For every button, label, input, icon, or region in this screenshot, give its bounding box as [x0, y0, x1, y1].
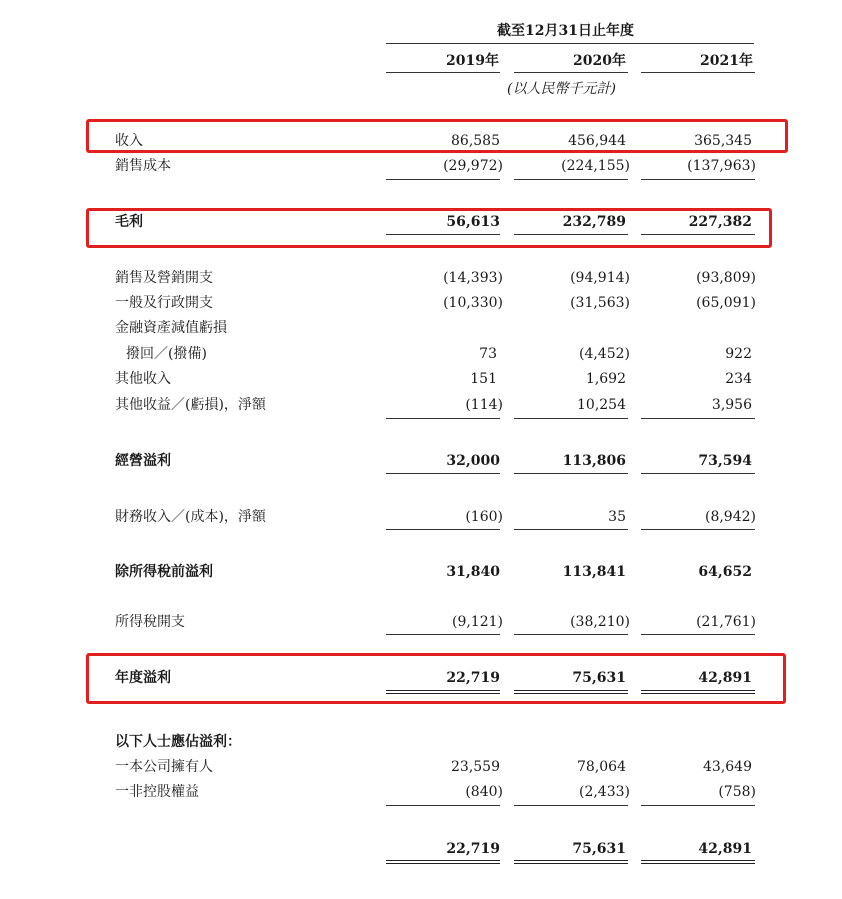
row-label: 金融資產減值虧損 — [115, 320, 227, 336]
row-label: 撥回／(撥備) — [126, 346, 207, 362]
double-rule — [641, 860, 755, 864]
cell-2019: (9,121) — [451, 614, 503, 630]
cell-2020: 78,064 — [577, 759, 626, 775]
double-rule — [386, 860, 500, 864]
subtotal-rule — [386, 179, 500, 180]
subtotal-rule — [514, 418, 628, 419]
row-label: 以下人士應佔溢利： — [115, 734, 241, 750]
row-label: 財務收入／(成本)，淨額 — [115, 509, 266, 525]
row-label: 其他收益／(虧損)，淨額 — [115, 397, 266, 413]
cell-2021: 43,649 — [703, 759, 752, 775]
subtotal-rule — [514, 179, 628, 180]
row-label: 銷售成本 — [115, 158, 171, 174]
cell-2019: 23,559 — [451, 759, 500, 775]
cell-2019: 151 — [470, 371, 497, 387]
cell-2019: 22,719 — [446, 670, 500, 686]
cell-2020: (2,433) — [578, 784, 630, 800]
cell-2019: 73 — [479, 346, 497, 362]
cell-2020: (4,452) — [578, 346, 630, 362]
cell-2021: 3,956 — [711, 397, 752, 413]
subtotal-rule — [641, 529, 755, 530]
row-label: 其他收入 — [115, 371, 171, 387]
cell-2020: 75,631 — [572, 841, 626, 857]
cell-2021: (21,761) — [696, 614, 756, 630]
total-rule — [514, 473, 628, 474]
cell-2019: 32,000 — [446, 453, 500, 469]
highlight-gross-profit — [86, 208, 772, 248]
cell-2020: 1,692 — [585, 371, 626, 387]
cell-2019: (840) — [465, 784, 503, 800]
row-label: 銷售及營銷開支 — [115, 270, 213, 286]
row-label: 一般及行政開支 — [115, 295, 213, 311]
unit-note: (以人民幣千元計) — [507, 81, 616, 97]
subtotal-rule — [386, 805, 500, 806]
total-rule — [641, 473, 755, 474]
subtotal-rule — [514, 529, 628, 530]
cell-2019: (114) — [465, 397, 503, 413]
subtotal-rule — [641, 418, 755, 419]
row-label: 一本公司擁有人 — [115, 759, 213, 775]
cell-2021: (93,809) — [696, 270, 756, 286]
row-label: 毛利 — [115, 214, 143, 230]
cell-2019: (14,393) — [443, 270, 503, 286]
row-label: 所得稅開支 — [115, 614, 185, 630]
year-rule-2021 — [641, 72, 755, 73]
period-header: 截至12月31日止年度 — [497, 23, 634, 39]
cell-2021: (65,091) — [696, 295, 756, 311]
row-label: 年度溢利 — [115, 670, 171, 686]
cell-2021: 922 — [725, 346, 752, 362]
double-rule — [514, 860, 628, 864]
cell-2020: (31,563) — [570, 295, 630, 311]
row-label: 經營溢利 — [115, 453, 171, 469]
year-rule-2019 — [386, 72, 500, 73]
cell-2020: 113,806 — [562, 453, 626, 469]
cell-2021: (137,963) — [687, 158, 756, 174]
row-label: 一非控股權益 — [115, 784, 199, 800]
cell-2019: (29,972) — [443, 158, 503, 174]
cell-2020: 232,789 — [562, 214, 626, 230]
cell-2020: 10,254 — [577, 397, 626, 413]
cell-2021: 73,594 — [698, 453, 752, 469]
subtotal-rule — [641, 805, 755, 806]
row-label: 除所得稅前溢利 — [115, 564, 213, 580]
cell-2019: 31,840 — [446, 564, 500, 580]
cell-2021: 64,652 — [698, 564, 752, 580]
highlight-revenue — [86, 119, 788, 153]
subtotal-rule — [641, 634, 755, 635]
year-2020: 2020年 — [573, 53, 626, 69]
cell-2020: (38,210) — [570, 614, 630, 630]
cell-2020: 35 — [608, 509, 626, 525]
cell-2021: 42,891 — [698, 841, 752, 857]
cell-2020: 456,944 — [568, 133, 626, 149]
cell-2019: (10,330) — [443, 295, 503, 311]
cell-2019: (160) — [465, 509, 503, 525]
subtotal-rule — [386, 529, 500, 530]
year-2021: 2021年 — [700, 53, 753, 69]
cell-2019: 22,719 — [446, 841, 500, 857]
cell-2019: 56,613 — [446, 214, 500, 230]
cell-2021: 234 — [725, 371, 752, 387]
cell-2020: 75,631 — [572, 670, 626, 686]
highlight-profit-for-year — [86, 653, 786, 704]
total-rule — [386, 473, 500, 474]
cell-2021: (758) — [718, 784, 756, 800]
cell-2020: (224,155) — [561, 158, 630, 174]
year-2019: 2019年 — [446, 53, 499, 69]
cell-2021: 227,382 — [688, 214, 752, 230]
subtotal-rule — [386, 418, 500, 419]
subtotal-rule — [514, 805, 628, 806]
header-rule — [386, 43, 754, 44]
cell-2021: (8,942) — [704, 509, 756, 525]
subtotal-rule — [386, 634, 500, 635]
cell-2020: 113,841 — [562, 564, 626, 580]
cell-2021: 42,891 — [698, 670, 752, 686]
year-rule-2020 — [514, 72, 628, 73]
row-label: 收入 — [115, 133, 143, 149]
cell-2019: 86,585 — [451, 133, 500, 149]
subtotal-rule — [514, 634, 628, 635]
subtotal-rule — [641, 179, 755, 180]
cell-2020: (94,914) — [570, 270, 630, 286]
cell-2021: 365,345 — [694, 133, 752, 149]
